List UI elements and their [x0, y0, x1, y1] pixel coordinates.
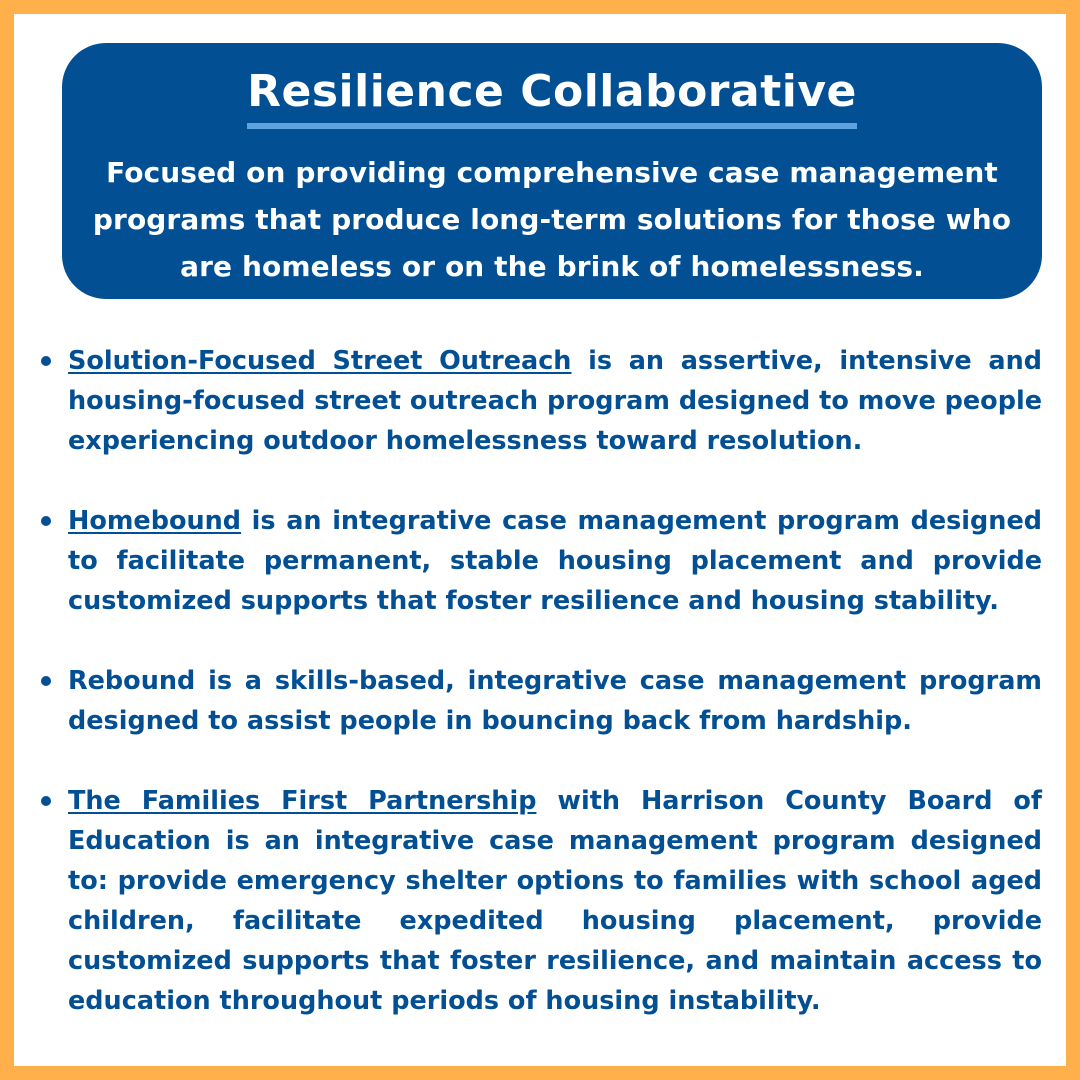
- program-item-homebound: [38, 501, 1042, 621]
- bullet-icon: [41, 356, 51, 366]
- program-description: is an assertive, intensive and housing-focused street outreach program designed to move people experiencing outdoor homelessness toward resolution.: [68, 346, 1042, 456]
- bullet-icon: [41, 516, 51, 526]
- infographic-card: [14, 14, 1066, 1066]
- program-description: with Harrison County Board of Education is an integrative case management program designed to: provide emergency shelter options to families with school aged children, facilitate expedited housing placement, provide customized supports that foster resilience, and maintain access to education throughout periods of housing instability.: [68, 786, 1043, 1016]
- program-item-rebound: [38, 661, 1042, 741]
- program-name: Homebound: [68, 506, 242, 536]
- program-name: Solution-Focused Street Outreach: [68, 346, 572, 376]
- program-item-families-first: [38, 781, 1042, 1021]
- program-description: is an integrative case management program designed to facilitate permanent, stable housing placement and provide customized supports that foster resilience and housing stability.: [68, 506, 1042, 616]
- bullet-icon: [41, 796, 51, 806]
- page-title: Resilience Collaborative: [247, 65, 857, 129]
- program-item-street-outreach: [38, 341, 1042, 461]
- page-subtitle: Focused on providing comprehensive case management programs that produce long-term solutions for those who are homeless or on the brink of homelessness.: [92, 156, 1012, 283]
- header-banner: [62, 43, 1042, 299]
- program-name: The Families First Partnership: [68, 786, 537, 816]
- bullet-icon: [41, 676, 51, 686]
- program-list: [38, 341, 1042, 1061]
- program-description: Rebound is a skills-based, integrative case management program designed to assist people in bouncing back from hardship.: [68, 666, 1042, 736]
